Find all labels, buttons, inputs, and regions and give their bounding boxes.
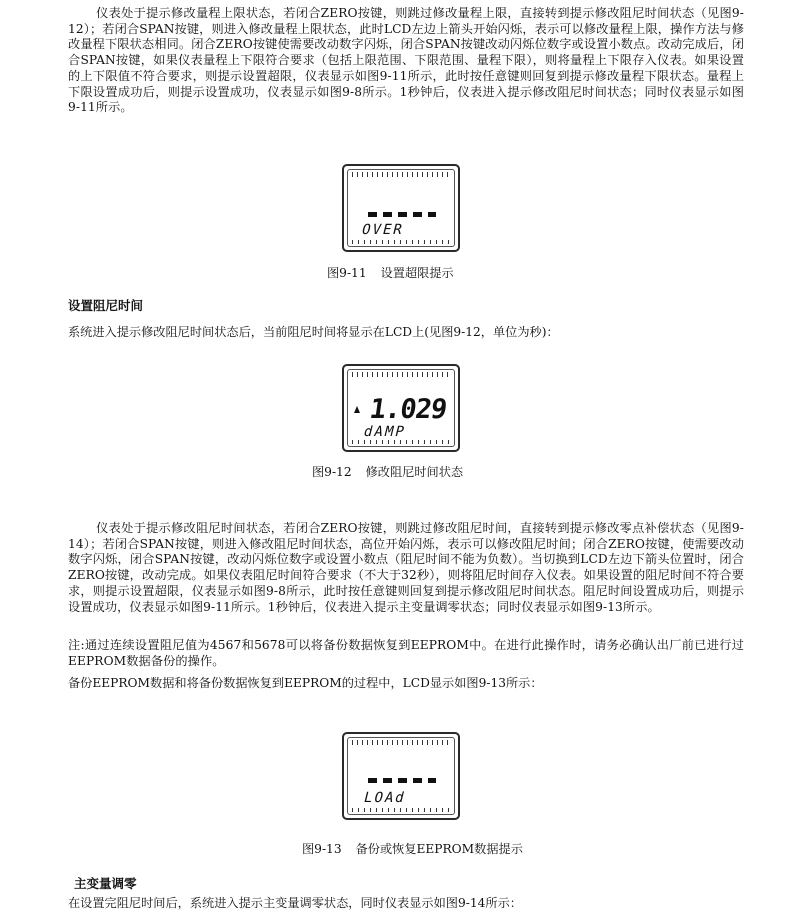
lcd-label-load: LOAd (362, 790, 408, 806)
lcd-figure-damp (342, 364, 460, 452)
lcd-figure-load (342, 732, 460, 820)
paragraph-eeprom: 备份EEPROM数据和将备份数据恢复到EEPROM的过程中，LCD显示如图9-13所示： (68, 676, 543, 690)
lcd-figure-over (342, 164, 460, 252)
lcd-label-damp: dAMP (362, 424, 408, 440)
heading-damping: 设置阻尼时间 (68, 298, 144, 313)
caption-fig-9-12: 图9-12 修改阻尼时间状态 (312, 465, 464, 479)
paragraph-damping-detail: 仪表处于提示修改阻尼时间状态，若闭合ZERO按键，则跳过修改阻尼时间，直接转到提示修改零点补偿状态（见图9-14）；若闭合SPAN按键，则进入修改阻尼时间状态，高位开始闪烁，表示可以修改阻尼时间；闭合ZERO按键，使需要改动数字闪烁，闭合SPAN按键，改动闪烁位数字或设置小数点（阻尼时间不能为负数）。当切换到LCD左边下箭头位置时，闭合ZERO按键，改动完成。如果仪表阻尼时间符合要求（不大于32秒），则将阻尼时间存入仪表。如果设置的阻尼时间不符合要求，则提示设置超限，仪表显示如图9-8所示，此时按任意键则回复到提示修改阻尼时间状态。阻尼时间设置成功后，则提示设置成功，仪表显示如图9-11所示。1秒钟后，仪表进入提示主变量调零状态；同时仪表显示如图9-13所示。 (68, 521, 744, 614)
paragraph-zero-intro: 在设置完阻尼时间后，系统进入提示主变量调零状态，同时仪表显示如图9-14所示： (68, 896, 522, 910)
caption-fig-9-13: 图9-13 备份或恢复EEPROM数据提示 (302, 842, 523, 856)
lcd-value: 1.029 (367, 394, 449, 425)
caption-fig-9-11: 图9-11 设置超限提示 (327, 266, 454, 280)
lcd-dashes (368, 212, 436, 217)
lcd-label-over: OVER (360, 222, 406, 238)
paragraph-damping-intro: 系统进入提示修改阻尼时间状态后，当前阻尼时间将显示在LCD上(见图9-12，单位为秒)： (68, 325, 559, 339)
heading-zero: 主变量调零 (74, 876, 137, 891)
paragraph-upper-limit: 仪表处于提示修改量程上限状态，若闭合ZERO按键，则跳过修改量程上限，直接转到提示修改阻尼时间状态（见图9-12）；若闭合SPAN按键，则进入修改量程上限状态，此时LCD左边上箭头开始闪烁，表示可以修改量程上限，操作方法与修改量程下限状态相同。闭合ZERO按键使需要改动数字闪烁，闭合SPAN按键改动闪烁位数字或设置小数点。改动完成后，闭合SPAN按键，如果仪表量程上下限符合要求（包括上限范围、下限范围、量程下限），则将量程上下限存入仪表。如果设置的上下限值不符合要求，则提示设置超限，仪表显示如图9-11所示，此时按任意键则回复到提示修改量程下限状态。量程上下限设置成功后，则提示设置成功，仪表显示如图9-8所示。1秒钟后，仪表进入提示修改阻尼时间状态；同时仪表显示如图9-11所示。 (68, 6, 744, 115)
paragraph-note: 注:通过连续设置阻尼值为4567和5678可以将备份数据恢复到EEPROM中。在进行此操作时，请务必确认出厂前已进行过EEPROM数据备份的操作。 (68, 638, 744, 668)
lcd-dashes (368, 778, 436, 783)
